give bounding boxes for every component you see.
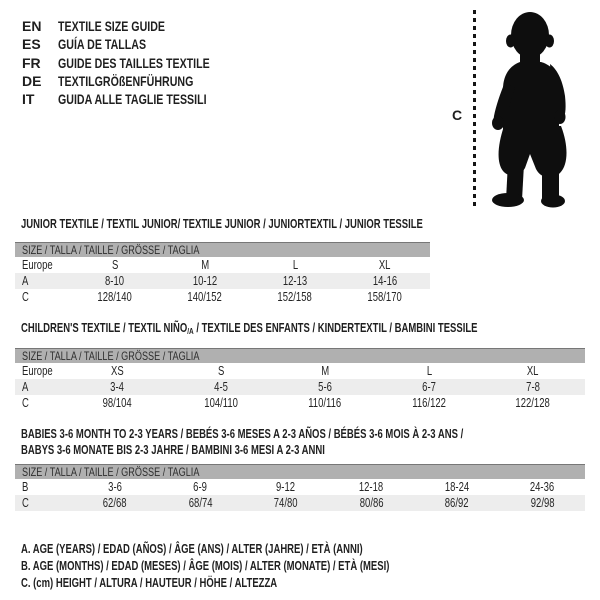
size-cell: 6-7 bbox=[422, 380, 436, 394]
size-cell: 104/110 bbox=[204, 396, 238, 410]
size-header-bar: SIZE / TALLA / TAILLE / GRÖSSE / TAGLIA bbox=[15, 242, 430, 257]
babies-table-title: BABIES 3-6 MONTH TO 2-3 YEARS / BEBÉS 3-6 MESES A 2-3 AÑOS / BÉBÉS 3-6 MOIS À 2-3 ANS / BABYS 3-6 MONATE BIS 2-3 JAHRE / BAMBINI 3-6 MESI A 2-3 ANNI bbox=[21, 427, 464, 457]
lang-row-fr bbox=[22, 54, 258, 72]
row-label: Europe bbox=[22, 364, 53, 378]
size-cell: 18-24 bbox=[444, 480, 469, 494]
table-row bbox=[15, 395, 585, 411]
size-cell: XL bbox=[379, 258, 391, 272]
size-cell: M bbox=[321, 364, 329, 378]
row-label: B bbox=[22, 480, 29, 494]
size-cell: 68/74 bbox=[188, 496, 213, 510]
lang-title: TEXTILE SIZE GUIDE bbox=[58, 18, 166, 35]
size-cell: 3-4 bbox=[110, 380, 124, 394]
size-cell: 128/140 bbox=[97, 290, 133, 304]
size-header-bar: SIZE / TALLA / TAILLE / GRÖSSE / TAGLIA bbox=[15, 464, 585, 479]
table-row bbox=[15, 363, 585, 379]
size-cell: 122/128 bbox=[515, 396, 551, 410]
row-label: C bbox=[22, 290, 29, 304]
table-row bbox=[15, 379, 585, 395]
lang-code: EN bbox=[22, 18, 42, 35]
toddler-silhouette-icon bbox=[490, 4, 592, 208]
size-cell: XL bbox=[527, 364, 539, 378]
junior-table-title: JUNIOR TEXTILE / TEXTIL JUNIOR/ TEXTILE JUNIOR / JUNIORTEXTIL / JUNIOR TESSILE bbox=[21, 217, 423, 231]
size-cell: 10-12 bbox=[192, 274, 218, 288]
babies-size-table bbox=[15, 464, 585, 511]
lang-row-es bbox=[22, 35, 258, 53]
size-cell: 140/152 bbox=[187, 290, 223, 304]
size-header-bar: SIZE / TALLA / TAILLE / GRÖSSE / TAGLIA bbox=[15, 348, 585, 363]
size-cell: 8-10 bbox=[105, 274, 125, 288]
lang-code: DE bbox=[22, 73, 42, 90]
size-cell: 152/158 bbox=[277, 290, 313, 304]
childrens-table-title: CHILDREN'S TEXTILE / TEXTIL $NIÑO_{/A}$ / TEXTILE DES ENFANTS / KINDERTEXTIL / BAMBINI TESSILE bbox=[21, 321, 478, 336]
lang-code: FR bbox=[22, 54, 41, 71]
size-cell: S bbox=[111, 258, 119, 272]
height-measure-dashed-line bbox=[473, 10, 476, 208]
lang-row-de bbox=[22, 72, 258, 90]
lang-row-en bbox=[22, 17, 258, 35]
lang-title: GUIDA ALLE TAGLIE TESSILI bbox=[58, 91, 207, 108]
size-cell: 62/68 bbox=[102, 496, 127, 510]
legend-line-b: B. AGE (MONTHS) / EDAD (MESES) / ÂGE (MOIS) / ALTER (MONATE) / ETÀ (MESI) bbox=[21, 559, 390, 574]
lang-title: TEXTILGRÖßENFÜHRUNG bbox=[58, 73, 194, 90]
size-cell: 3-6 bbox=[107, 480, 122, 494]
size-cell: 74/80 bbox=[273, 496, 298, 510]
lang-title: GUÍA DE TALLAS bbox=[58, 36, 147, 53]
lang-row-it bbox=[22, 90, 258, 108]
size-cell: 7-8 bbox=[526, 380, 540, 394]
size-cell: 6-9 bbox=[193, 480, 208, 494]
size-cell: 4-5 bbox=[214, 380, 228, 394]
lang-title: GUIDE DES TAILLES TEXTILE bbox=[58, 54, 210, 71]
childrens-size-table bbox=[15, 348, 585, 411]
row-label: C bbox=[22, 496, 29, 510]
size-cell: 12-13 bbox=[282, 274, 308, 288]
size-cell: M bbox=[201, 258, 209, 272]
size-cell: 158/170 bbox=[367, 290, 403, 304]
measurement-legend bbox=[21, 540, 506, 592]
size-cell: 80/86 bbox=[359, 496, 384, 510]
row-label: A bbox=[22, 274, 29, 288]
table-row bbox=[15, 273, 430, 289]
size-cell: L bbox=[426, 364, 432, 378]
size-cell: 5-6 bbox=[318, 380, 332, 394]
table-row bbox=[15, 289, 430, 305]
size-cell: 98/104 bbox=[102, 396, 132, 410]
size-cell: 12-18 bbox=[359, 480, 384, 494]
size-cell: 116/122 bbox=[412, 396, 446, 410]
row-label: Europe bbox=[22, 258, 53, 272]
size-cell: 110/116 bbox=[308, 396, 342, 410]
lang-code: ES bbox=[22, 36, 41, 53]
row-label: C bbox=[22, 396, 29, 410]
size-cell: S bbox=[217, 364, 225, 378]
legend-line-a: A. AGE (YEARS) / EDAD (AÑOS) / ÂGE (ANS) / ALTER (JAHRE) / ETÀ (ANNI) bbox=[21, 541, 363, 556]
junior-size-table bbox=[15, 242, 430, 305]
size-cell: 86/92 bbox=[444, 496, 469, 510]
size-cell: 24-36 bbox=[530, 480, 555, 494]
legend-line-c: C. (cm) HEIGHT / ALTURA / HAUTEUR / HÖHE / ALTEZZA bbox=[21, 576, 278, 591]
size-cell: 92/98 bbox=[530, 496, 555, 510]
table-row bbox=[15, 257, 430, 273]
height-measure-label: C bbox=[452, 107, 463, 123]
row-label: A bbox=[22, 380, 29, 394]
size-cell: 14-16 bbox=[372, 274, 398, 288]
table-row bbox=[15, 479, 585, 495]
table-row bbox=[15, 495, 585, 511]
size-cell: L bbox=[292, 258, 298, 272]
language-title-list bbox=[22, 17, 258, 108]
size-cell: XS bbox=[110, 364, 124, 378]
lang-code: IT bbox=[22, 91, 35, 108]
size-cell: 9-12 bbox=[276, 480, 296, 494]
